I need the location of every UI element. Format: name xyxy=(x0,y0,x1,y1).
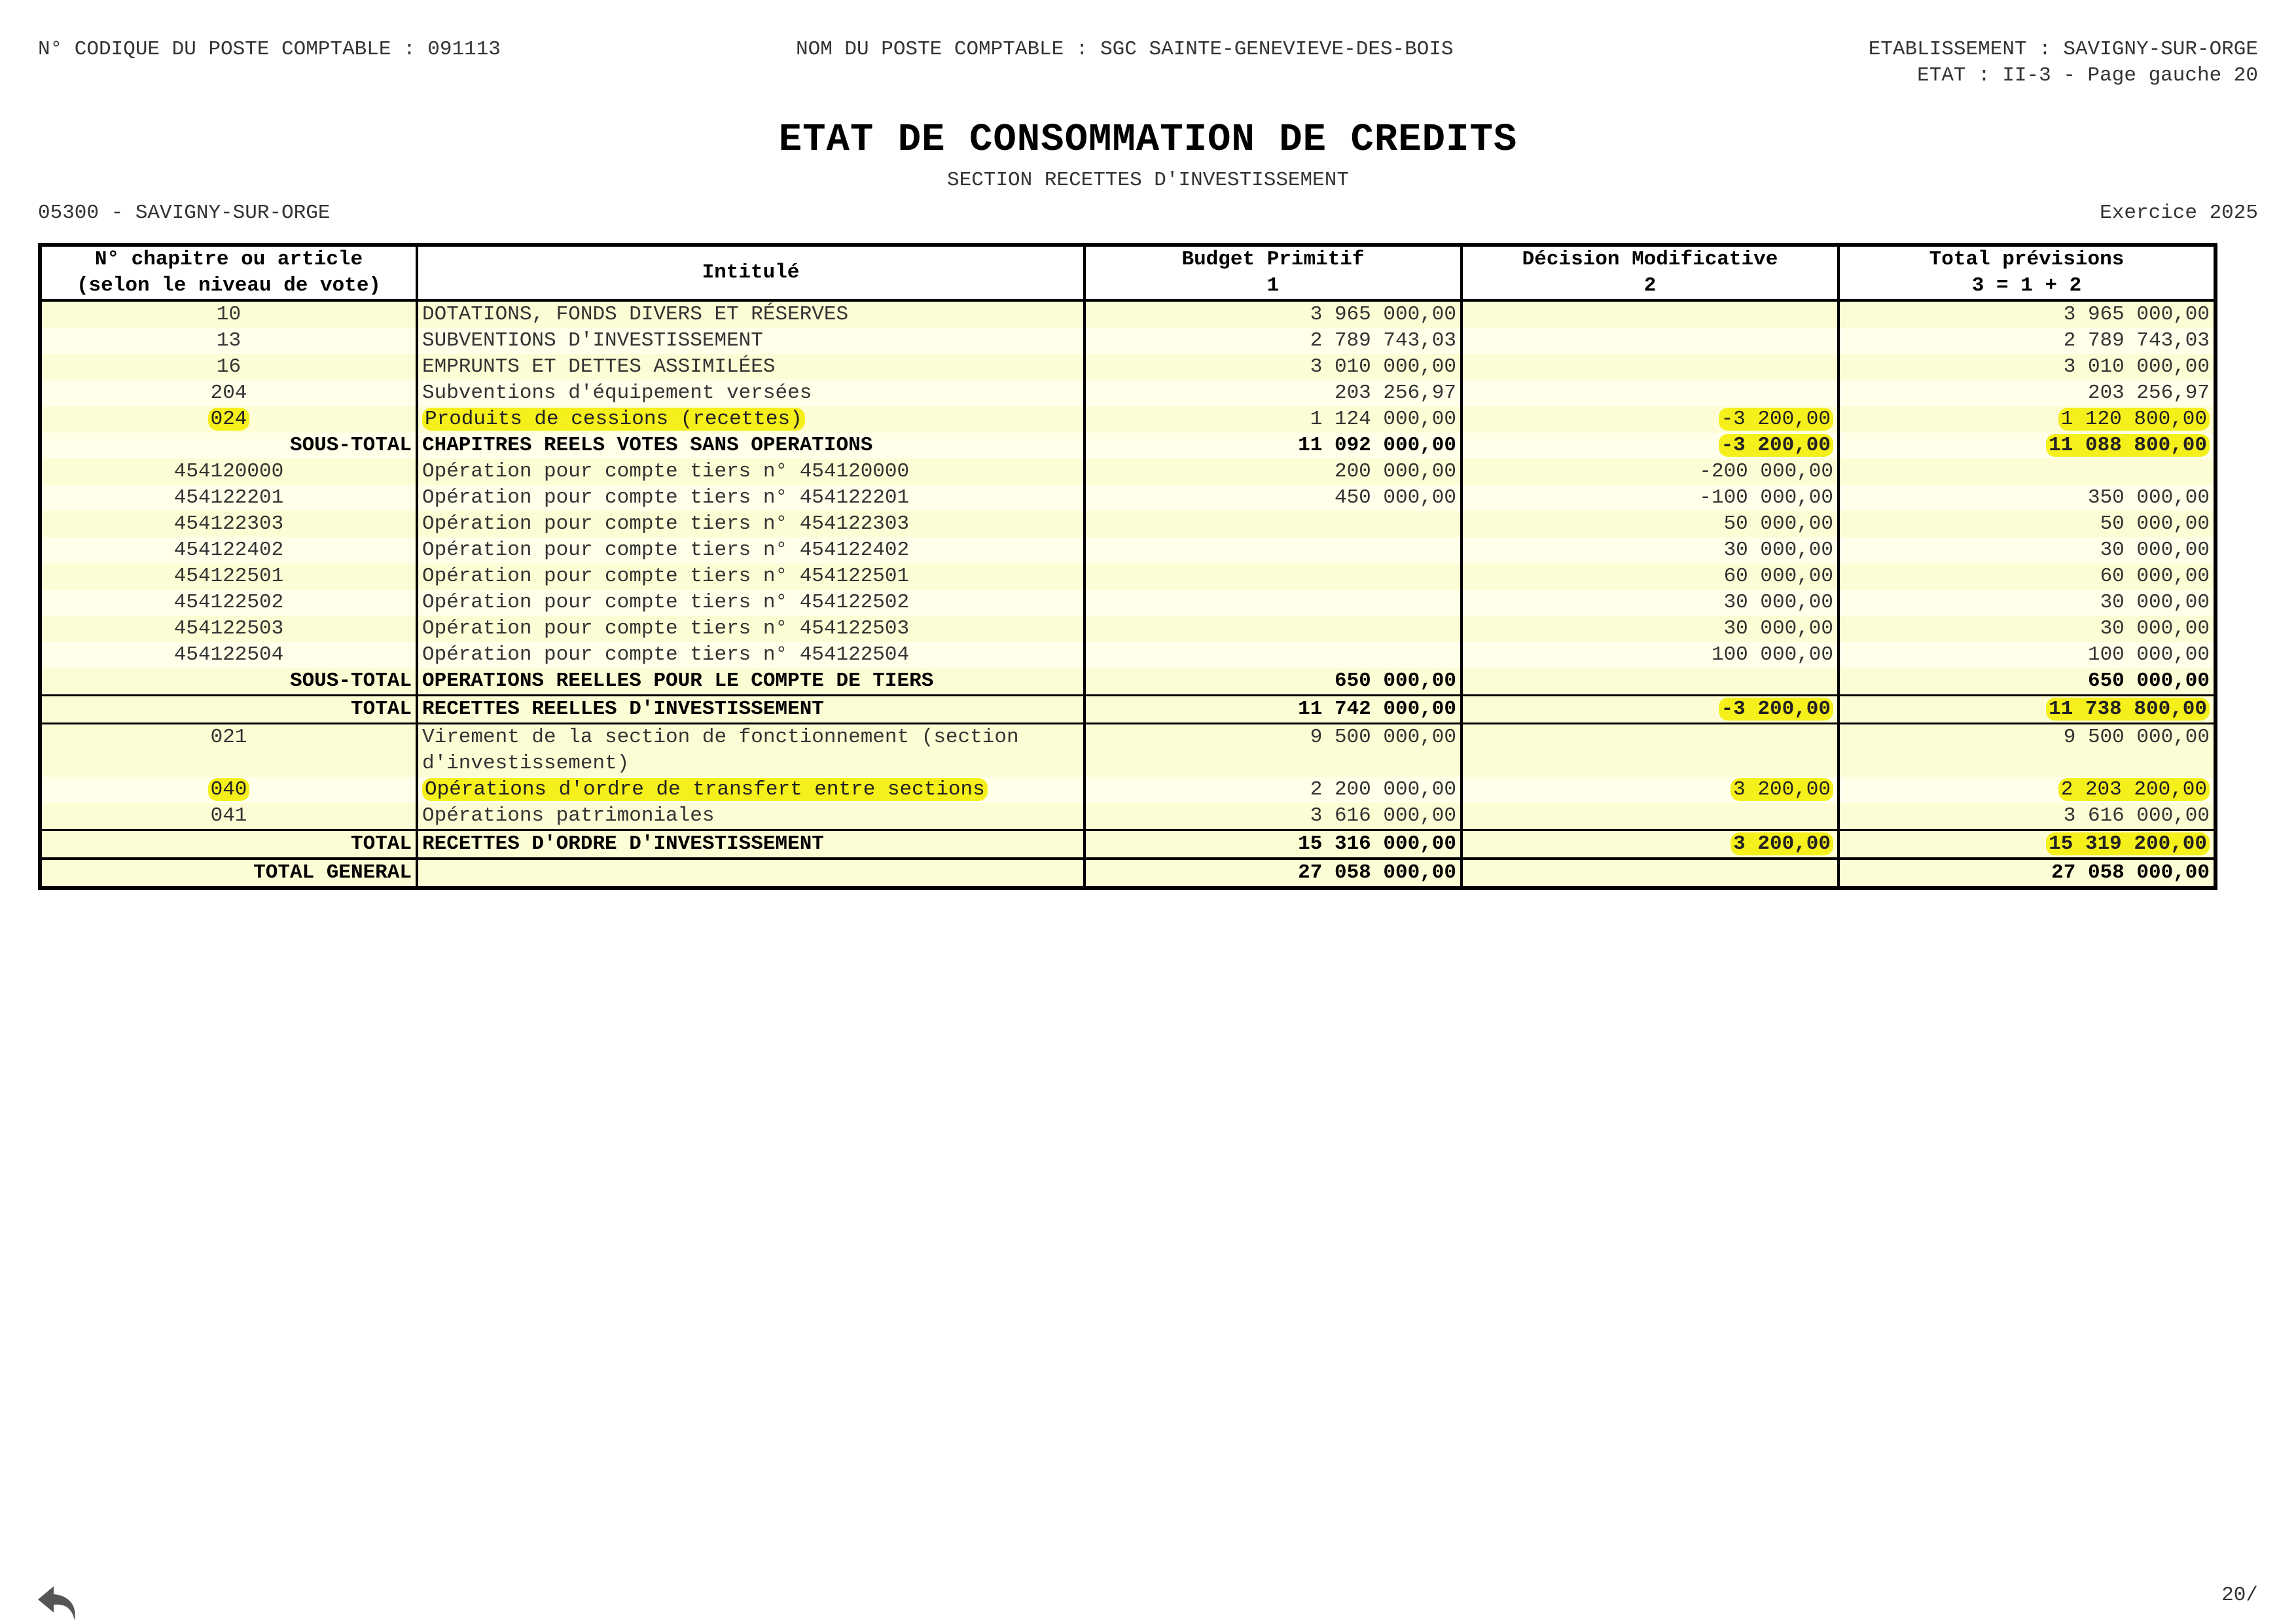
row-decision-modificative xyxy=(1462,433,1839,459)
table-row xyxy=(40,696,2215,724)
row-budget-primitif-text: 3 965 000,00 xyxy=(1310,303,1456,326)
row-code-text: SOUS-TOTAL xyxy=(289,669,412,692)
nom-poste-label: NOM DU POSTE COMPTABLE : SGC SAINTE-GENEVIEVE-DES-BOIS xyxy=(796,38,1454,61)
table-row xyxy=(40,380,2215,406)
row-total-previsions-text: 203 256,97 xyxy=(2087,382,2210,404)
row-label-text: Opération pour compte tiers n° 454122502 xyxy=(422,591,910,614)
row-decision-modificative xyxy=(1462,380,1839,406)
row-label xyxy=(417,616,1085,642)
table-row xyxy=(40,328,2215,354)
row-total-previsions-text: 1 120 800,00 xyxy=(2058,408,2210,431)
table-body xyxy=(40,300,2215,888)
row-decision-modificative-text: 30 000,00 xyxy=(1723,591,1833,614)
row-budget-primitif-text: 11 742 000,00 xyxy=(1298,698,1456,721)
row-decision-modificative xyxy=(1462,668,1839,696)
row-decision-modificative-text: 100 000,00 xyxy=(1711,643,1833,666)
row-total-previsions-text: 2 203 200,00 xyxy=(2058,778,2210,801)
row-total-previsions xyxy=(1839,563,2215,590)
row-code xyxy=(40,696,417,724)
row-decision-modificative-text: 3 200,00 xyxy=(1731,832,1833,855)
row-label xyxy=(417,830,1085,859)
row-code xyxy=(40,777,417,803)
row-total-previsions xyxy=(1839,459,2215,485)
row-total-previsions xyxy=(1839,328,2215,354)
row-decision-modificative xyxy=(1462,300,1839,328)
row-code-text: 021 xyxy=(210,726,247,749)
row-decision-modificative-text: -3 200,00 xyxy=(1719,434,1833,457)
row-code-text: 454122402 xyxy=(173,539,284,562)
row-code xyxy=(40,859,417,888)
row-total-previsions xyxy=(1839,616,2215,642)
row-label-text: DOTATIONS, FONDS DIVERS ET RÉSERVES xyxy=(422,303,849,326)
row-code xyxy=(40,537,417,563)
row-label-text: Subventions d'équipement versées xyxy=(422,382,812,404)
back-arrow-icon[interactable] xyxy=(37,1584,79,1623)
row-code-text: 041 xyxy=(210,804,247,827)
row-budget-primitif xyxy=(1085,380,1462,406)
row-label-text: RECETTES REELLES D'INVESTISSEMENT xyxy=(422,698,824,721)
row-budget-primitif xyxy=(1085,563,1462,590)
table-row xyxy=(40,406,2215,433)
row-decision-modificative-text: 50 000,00 xyxy=(1723,512,1833,535)
row-total-previsions xyxy=(1839,380,2215,406)
page-subtitle: SECTION RECETTES D'INVESTISSEMENT xyxy=(947,169,1349,192)
row-label-text: Opération pour compte tiers n° 454122201 xyxy=(422,486,910,509)
row-label xyxy=(417,485,1085,511)
row-total-previsions xyxy=(1839,724,2215,777)
row-total-previsions xyxy=(1839,433,2215,459)
table-row xyxy=(40,668,2215,696)
row-code-text: 040 xyxy=(208,778,250,801)
col-header-decision-modificative: Décision Modificative 2 xyxy=(1462,245,1839,300)
row-label xyxy=(417,859,1085,888)
row-code xyxy=(40,511,417,537)
row-decision-modificative xyxy=(1462,859,1839,888)
row-decision-modificative-text: -200 000,00 xyxy=(1699,460,1833,483)
row-total-previsions xyxy=(1839,642,2215,668)
row-total-previsions-text: 3 616 000,00 xyxy=(2063,804,2210,827)
row-decision-modificative xyxy=(1462,537,1839,563)
row-total-previsions xyxy=(1839,830,2215,859)
row-decision-modificative xyxy=(1462,590,1839,616)
row-label xyxy=(417,724,1085,777)
row-total-previsions xyxy=(1839,511,2215,537)
row-total-previsions-text: 30 000,00 xyxy=(2100,539,2210,562)
row-code xyxy=(40,642,417,668)
row-label xyxy=(417,511,1085,537)
row-label xyxy=(417,777,1085,803)
row-code xyxy=(40,590,417,616)
row-code-text: 16 xyxy=(216,355,242,378)
row-decision-modificative xyxy=(1462,485,1839,511)
table-row xyxy=(40,485,2215,511)
row-code xyxy=(40,380,417,406)
row-total-previsions xyxy=(1839,803,2215,830)
row-label xyxy=(417,590,1085,616)
row-budget-primitif-text: 2 789 743,03 xyxy=(1310,329,1456,352)
col-header-chapitre: N° chapitre ou article (selon le niveau de vote) xyxy=(40,245,417,300)
row-total-previsions-text: 350 000,00 xyxy=(2087,486,2210,509)
row-code-text: SOUS-TOTAL xyxy=(289,434,412,457)
row-budget-primitif xyxy=(1085,433,1462,459)
row-budget-primitif xyxy=(1085,696,1462,724)
table-row xyxy=(40,511,2215,537)
row-decision-modificative xyxy=(1462,696,1839,724)
table-row xyxy=(40,537,2215,563)
row-label-text: Opération pour compte tiers n° 454122503 xyxy=(422,617,910,640)
etat-label: ETAT : II-3 - Page gauche 20 xyxy=(1917,64,2258,87)
table-row xyxy=(40,830,2215,859)
row-label-text: Opération pour compte tiers n° 454122303 xyxy=(422,512,910,535)
row-label-text: EMPRUNTS ET DETTES ASSIMILÉES xyxy=(422,355,776,378)
codique-label: N° CODIQUE DU POSTE COMPTABLE : 091113 xyxy=(38,38,501,61)
row-code-text: TOTAL GENERAL xyxy=(253,861,412,884)
row-decision-modificative-text: -3 200,00 xyxy=(1719,408,1833,431)
row-code xyxy=(40,459,417,485)
row-code-text: 454122501 xyxy=(173,565,284,588)
row-label xyxy=(417,668,1085,696)
row-label-text: SUBVENTIONS D'INVESTISSEMENT xyxy=(422,329,763,352)
row-label-text: Opération pour compte tiers n° 454122501 xyxy=(422,565,910,588)
row-total-previsions-text: 2 789 743,03 xyxy=(2063,329,2210,352)
row-decision-modificative xyxy=(1462,830,1839,859)
row-total-previsions-text: 9 500 000,00 xyxy=(2063,726,2210,749)
row-code xyxy=(40,803,417,830)
row-total-previsions-text: 650 000,00 xyxy=(2087,669,2210,692)
row-code-text: 13 xyxy=(216,329,242,352)
row-code xyxy=(40,328,417,354)
row-decision-modificative-text: -100 000,00 xyxy=(1699,486,1833,509)
table-row xyxy=(40,459,2215,485)
row-code xyxy=(40,485,417,511)
row-total-previsions-text: 60 000,00 xyxy=(2100,565,2210,588)
page-number: 20/ xyxy=(2221,1584,2258,1607)
row-total-previsions xyxy=(1839,590,2215,616)
row-code-text: 10 xyxy=(216,303,242,326)
table-row xyxy=(40,590,2215,616)
row-code-text: 454122504 xyxy=(173,643,284,666)
row-label xyxy=(417,537,1085,563)
row-label-text: Opérations d'ordre de transfert entre sections xyxy=(422,778,988,801)
row-decision-modificative xyxy=(1462,803,1839,830)
row-budget-primitif xyxy=(1085,777,1462,803)
row-label-text: Opérations patrimoniales xyxy=(422,804,715,827)
row-decision-modificative xyxy=(1462,563,1839,590)
row-decision-modificative-text: 3 200,00 xyxy=(1731,778,1833,801)
credits-table xyxy=(38,243,2217,890)
row-decision-modificative xyxy=(1462,724,1839,777)
row-code xyxy=(40,300,417,328)
row-budget-primitif xyxy=(1085,616,1462,642)
table-row xyxy=(40,642,2215,668)
organisation-label: 05300 - SAVIGNY-SUR-ORGE xyxy=(38,202,331,224)
row-code-text: 454122303 xyxy=(173,512,284,535)
row-decision-modificative xyxy=(1462,354,1839,380)
row-label xyxy=(417,300,1085,328)
exercice-label: Exercice 2025 xyxy=(2100,202,2258,224)
table-row xyxy=(40,803,2215,830)
row-decision-modificative xyxy=(1462,511,1839,537)
row-total-previsions xyxy=(1839,406,2215,433)
row-code xyxy=(40,724,417,777)
row-budget-primitif xyxy=(1085,668,1462,696)
row-label xyxy=(417,433,1085,459)
row-total-previsions xyxy=(1839,859,2215,888)
row-code xyxy=(40,616,417,642)
row-budget-primitif-text: 11 092 000,00 xyxy=(1298,434,1456,457)
etablissement-label: ETABLISSEMENT : SAVIGNY-SUR-ORGE xyxy=(1868,38,2258,61)
row-label xyxy=(417,696,1085,724)
row-label-text: CHAPITRES REELS VOTES SANS OPERATIONS xyxy=(422,434,873,457)
col-header-budget-primitif: Budget Primitif 1 xyxy=(1085,245,1462,300)
row-code xyxy=(40,830,417,859)
row-total-previsions xyxy=(1839,696,2215,724)
row-decision-modificative xyxy=(1462,777,1839,803)
row-code xyxy=(40,563,417,590)
row-budget-primitif xyxy=(1085,406,1462,433)
row-budget-primitif xyxy=(1085,354,1462,380)
table-row xyxy=(40,616,2215,642)
row-decision-modificative-text: 30 000,00 xyxy=(1723,539,1833,562)
table-row xyxy=(40,300,2215,328)
row-label xyxy=(417,406,1085,433)
row-label xyxy=(417,328,1085,354)
row-total-previsions-text: 30 000,00 xyxy=(2100,591,2210,614)
row-total-previsions-text: 3 010 000,00 xyxy=(2063,355,2210,378)
row-budget-primitif xyxy=(1085,485,1462,511)
row-label-text: OPERATIONS REELLES POUR LE COMPTE DE TIERS xyxy=(422,669,934,692)
row-total-previsions-text: 11 738 800,00 xyxy=(2046,698,2210,721)
row-budget-primitif-text: 203 256,97 xyxy=(1334,382,1456,404)
row-budget-primitif xyxy=(1085,803,1462,830)
row-total-previsions-text: 100 000,00 xyxy=(2087,643,2210,666)
row-total-previsions-text: 27 058 000,00 xyxy=(2051,861,2210,884)
row-budget-primitif-text: 15 316 000,00 xyxy=(1298,832,1456,855)
row-code-text: 454122502 xyxy=(173,591,284,614)
row-decision-modificative xyxy=(1462,642,1839,668)
row-total-previsions xyxy=(1839,537,2215,563)
row-total-previsions xyxy=(1839,668,2215,696)
row-label xyxy=(417,459,1085,485)
row-label xyxy=(417,803,1085,830)
row-total-previsions-text: 30 000,00 xyxy=(2100,617,2210,640)
row-label xyxy=(417,380,1085,406)
row-budget-primitif xyxy=(1085,537,1462,563)
row-code xyxy=(40,668,417,696)
row-code xyxy=(40,433,417,459)
row-label-text: Produits de cessions (recettes) xyxy=(422,408,805,431)
row-budget-primitif-text: 200 000,00 xyxy=(1334,460,1456,483)
row-budget-primitif xyxy=(1085,642,1462,668)
row-budget-primitif-text: 1 124 000,00 xyxy=(1310,408,1456,431)
row-label-text: RECETTES D'ORDRE D'INVESTISSEMENT xyxy=(422,832,824,855)
row-total-previsions-text: 50 000,00 xyxy=(2100,512,2210,535)
row-code-text: TOTAL xyxy=(350,698,412,721)
row-budget-primitif xyxy=(1085,590,1462,616)
row-code-text: 024 xyxy=(208,408,250,431)
row-code-text: 454120000 xyxy=(173,460,284,483)
row-budget-primitif-text: 2 200 000,00 xyxy=(1310,778,1456,801)
table-header-row xyxy=(40,245,2215,300)
row-budget-primitif-text: 27 058 000,00 xyxy=(1298,861,1456,884)
table-row xyxy=(40,859,2215,888)
table-row xyxy=(40,563,2215,590)
row-total-previsions xyxy=(1839,354,2215,380)
row-budget-primitif xyxy=(1085,859,1462,888)
row-budget-primitif xyxy=(1085,328,1462,354)
row-total-previsions xyxy=(1839,777,2215,803)
row-budget-primitif xyxy=(1085,459,1462,485)
row-decision-modificative xyxy=(1462,328,1839,354)
row-decision-modificative-text: 30 000,00 xyxy=(1723,617,1833,640)
page-title: ETAT DE CONSOMMATION DE CREDITS xyxy=(778,118,1518,162)
row-code xyxy=(40,406,417,433)
row-decision-modificative-text: 60 000,00 xyxy=(1723,565,1833,588)
table-row xyxy=(40,724,2215,777)
row-code-text: 204 xyxy=(210,382,247,404)
row-code-text: 454122201 xyxy=(173,486,284,509)
row-label-text: Opération pour compte tiers n° 454122504 xyxy=(422,643,910,666)
row-total-previsions xyxy=(1839,485,2215,511)
row-label xyxy=(417,563,1085,590)
table-row xyxy=(40,777,2215,803)
row-code-text: TOTAL xyxy=(350,832,412,855)
row-budget-primitif xyxy=(1085,511,1462,537)
row-label xyxy=(417,642,1085,668)
row-label-text: Virement de la section de fonctionnement (section d'investissement) xyxy=(422,726,1019,775)
col-header-intitule: Intitulé xyxy=(417,245,1085,300)
row-budget-primitif-text: 9 500 000,00 xyxy=(1310,726,1456,749)
row-label xyxy=(417,354,1085,380)
row-code-text: 454122503 xyxy=(173,617,284,640)
row-decision-modificative xyxy=(1462,616,1839,642)
row-total-previsions-text: 3 965 000,00 xyxy=(2063,303,2210,326)
row-budget-primitif xyxy=(1085,300,1462,328)
table-row xyxy=(40,354,2215,380)
row-label-text: Opération pour compte tiers n° 454122402 xyxy=(422,539,910,562)
row-total-previsions-text: 15 319 200,00 xyxy=(2046,832,2210,855)
table-row xyxy=(40,433,2215,459)
row-label-text: Opération pour compte tiers n° 454120000 xyxy=(422,460,910,483)
row-total-previsions-text: 11 088 800,00 xyxy=(2046,434,2210,457)
row-budget-primitif-text: 3 616 000,00 xyxy=(1310,804,1456,827)
row-budget-primitif xyxy=(1085,830,1462,859)
row-code xyxy=(40,354,417,380)
row-total-previsions xyxy=(1839,300,2215,328)
row-budget-primitif-text: 450 000,00 xyxy=(1334,486,1456,509)
col-header-total-previsions: Total prévisions 3 = 1 + 2 xyxy=(1839,245,2215,300)
row-budget-primitif-text: 3 010 000,00 xyxy=(1310,355,1456,378)
row-decision-modificative xyxy=(1462,406,1839,433)
row-budget-primitif-text: 650 000,00 xyxy=(1334,669,1456,692)
row-decision-modificative-text: -3 200,00 xyxy=(1719,698,1833,721)
row-decision-modificative xyxy=(1462,459,1839,485)
row-budget-primitif xyxy=(1085,724,1462,777)
